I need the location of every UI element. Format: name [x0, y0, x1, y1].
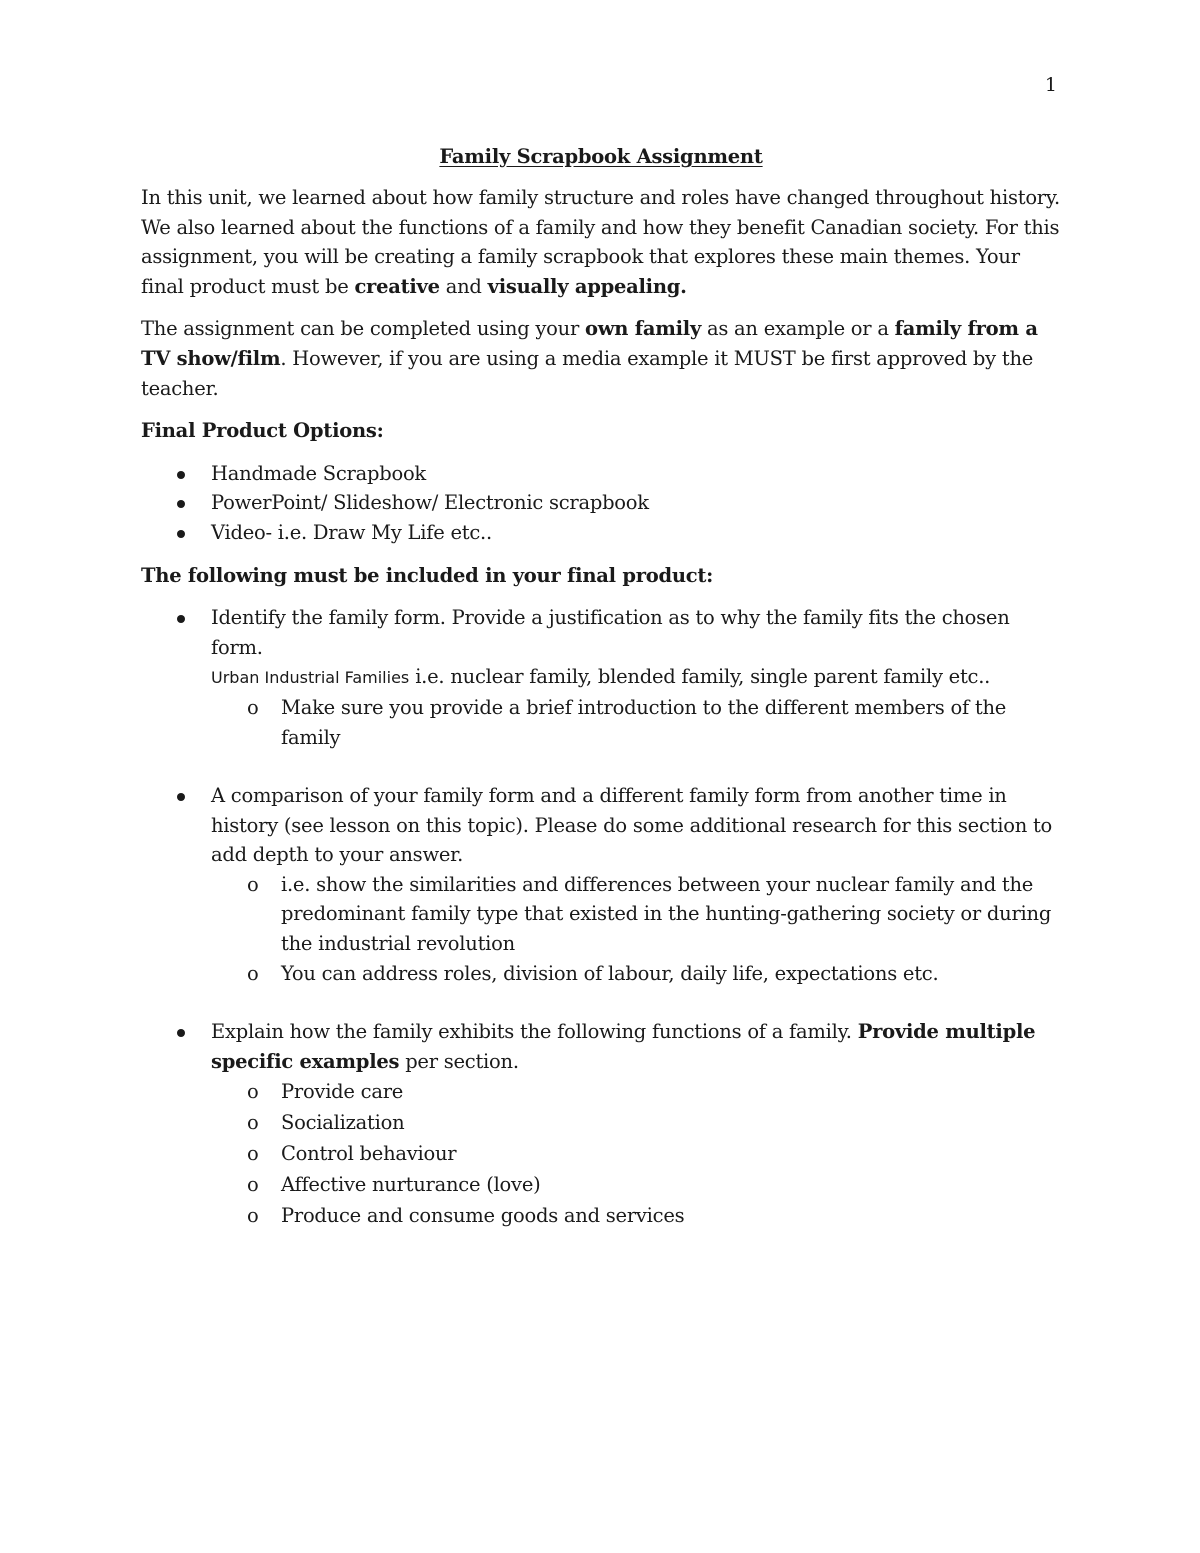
- requirement-text-examples: i.e. nuclear family, blended family, single parent family etc..: [409, 665, 991, 689]
- sub-item-text: Provide care: [281, 1080, 404, 1104]
- requirement-text: A comparison of your family form and a different family form from another time in history (see lesson on this topic). Please do some additional research for this section to add depth to your answer.: [211, 784, 1053, 867]
- sub-item-text: Produce and consume goods and services: [281, 1204, 685, 1228]
- sub-list-item: [211, 1169, 1061, 1200]
- urban-industrial-label: Urban Industrial Families: [211, 668, 410, 688]
- sub-list: [211, 870, 1061, 988]
- sub-list-item: [211, 870, 1061, 959]
- sub-list-item: [211, 1107, 1061, 1138]
- requirement-text: Explain how the family exhibits the following functions of a family.: [211, 1020, 858, 1044]
- page-title: Family Scrapbook Assignment: [439, 145, 763, 168]
- sub-list-item: [211, 959, 1061, 989]
- requirement-text-end: per section.: [399, 1049, 519, 1073]
- family-choice-bold-own-family: own family: [584, 317, 702, 341]
- sub-item-text: Control behaviour: [281, 1142, 457, 1166]
- sub-item-text: Make sure you provide a brief introduction to the different members of the family: [281, 695, 1007, 749]
- circle-bullet-icon: o: [247, 1173, 259, 1197]
- options-list: [141, 459, 1061, 548]
- sub-list-item: [211, 693, 1061, 752]
- intro-paragraph: [141, 183, 1061, 301]
- requirements-heading: The following must be included in your final product:: [141, 563, 714, 587]
- page-number: 1: [1044, 74, 1057, 96]
- sub-item-text: Affective nurturance (love): [281, 1173, 541, 1197]
- bullet-icon: [177, 793, 185, 801]
- requirements-list: [141, 603, 1061, 1231]
- circle-bullet-icon: o: [247, 1111, 259, 1135]
- option-text: PowerPoint/ Slideshow/ Electronic scrapbook: [211, 491, 649, 515]
- option-text: Handmade Scrapbook: [211, 461, 426, 485]
- circle-bullet-icon: o: [247, 872, 259, 896]
- circle-bullet-icon: o: [247, 961, 259, 985]
- bullet-icon: [177, 471, 185, 479]
- list-item: [141, 459, 1061, 489]
- family-choice-bold-tv-family: family from a TV show/film: [141, 317, 1038, 370]
- bullet-icon: [177, 1029, 185, 1037]
- sub-list: [211, 693, 1061, 752]
- bullet-icon: [177, 615, 185, 623]
- bullet-icon: [177, 530, 185, 538]
- intro-text: In this unit, we learned about how family structure and roles have changed throughout history. We also learned about the functions of a family and how they benefit Canadian society. For this assignment, you will be creating a family scrapbook that explores these main themes. Your final product must be: [141, 186, 1061, 298]
- list-item: [141, 518, 1061, 548]
- intro-bold-visually-appealing: visually appealing.: [487, 274, 687, 298]
- circle-bullet-icon: o: [247, 1080, 259, 1104]
- circle-bullet-icon: o: [247, 695, 259, 719]
- intro-text-and: and: [439, 274, 488, 298]
- family-choice-text-end: . However, if you are using a media example it MUST be first approved by the teacher.: [141, 346, 1034, 400]
- sub-list-item: [211, 1076, 1061, 1107]
- circle-bullet-icon: o: [247, 1204, 259, 1228]
- functions-sub-list: [211, 1076, 1061, 1231]
- sub-list-item: [211, 1200, 1061, 1231]
- sub-item-text: You can address roles, division of labour, daily life, expectations etc.: [281, 961, 939, 985]
- options-heading: Final Product Options:: [141, 419, 384, 443]
- family-choice-text: The assignment can be completed using your: [141, 317, 585, 341]
- bullet-icon: [177, 500, 185, 508]
- family-choice-text-mid: as an example or a: [701, 317, 895, 341]
- requirement-functions: [141, 1017, 1061, 1231]
- requirement-family-form: [141, 603, 1061, 752]
- sub-list-item: [211, 1138, 1061, 1169]
- sub-item-text: Socialization: [281, 1111, 405, 1135]
- sub-item-text: i.e. show the similarities and differences between your nuclear family and the predominant family type that existed in the hunting-gathering society or during the industrial revolution: [281, 872, 1052, 956]
- family-choice-paragraph: [141, 314, 1061, 403]
- document-body: [141, 144, 1061, 1244]
- intro-bold-creative: creative: [354, 274, 440, 298]
- requirement-text: Identify the family form. Provide a justification as to why the family fits the chosen form.: [211, 606, 1010, 659]
- option-text: Video- i.e. Draw My Life etc..: [211, 520, 492, 544]
- requirement-comparison: [141, 781, 1061, 988]
- circle-bullet-icon: o: [247, 1142, 259, 1166]
- list-item: [141, 488, 1061, 518]
- requirement-bold-examples: Provide multiple specific examples: [211, 1020, 1036, 1073]
